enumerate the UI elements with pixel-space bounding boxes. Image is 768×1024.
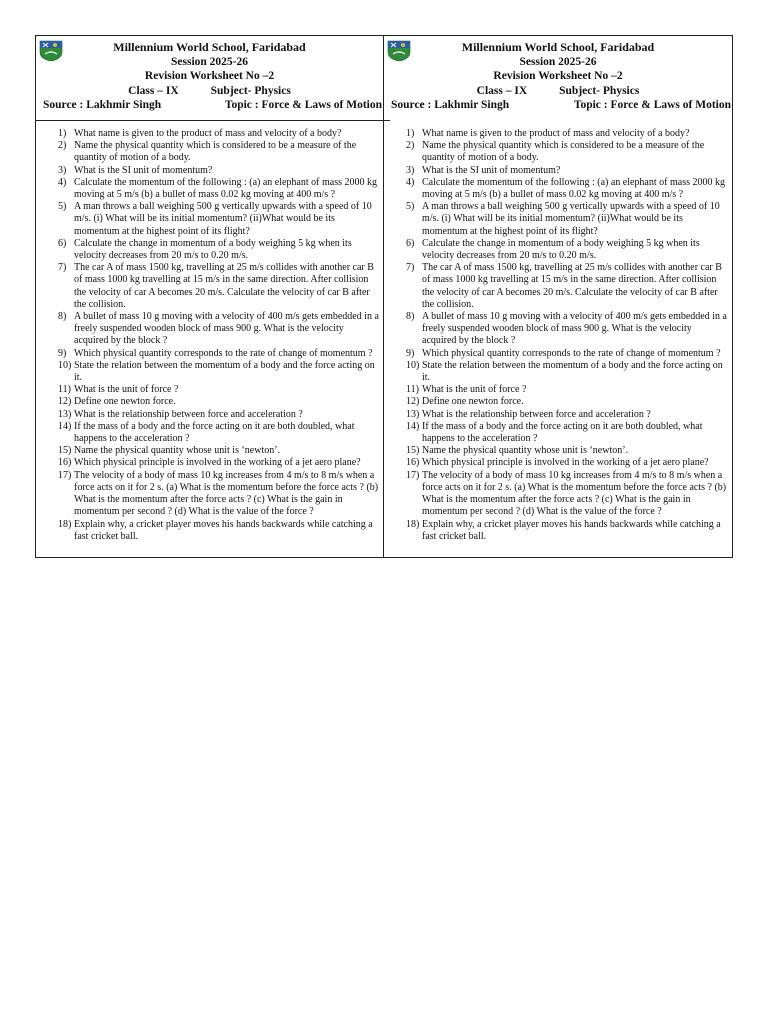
worksheet-copy-right (384, 36, 732, 557)
school-crest-icon (387, 40, 411, 62)
question-item: 12) Define one newton force. (406, 396, 524, 408)
question-item: 12) Define one newton force. (58, 396, 176, 408)
question-item: 7) The car A of mass 1500 kg, travelling at 25 m/s collides with another car B of mass 1000 kg travelling at 15 m/s in the same direction. After collision the velocity of car A becomes 20 m/s. Calculate the velocity of car B after the collision. (406, 262, 722, 310)
topic-label: Topic : Force & Laws of Motion (224, 99, 382, 111)
question-item: 9) Which physical quantity corresponds to the rate of change of momentum ? (58, 347, 373, 359)
question-item: 3) What is the SI unit of momentum? (58, 164, 213, 176)
session-label: Session 2025-26 (171, 55, 248, 68)
question-item: 16) Which physical principle is involved in the working of a jet aero plane? (406, 457, 709, 469)
header-divider (36, 120, 390, 121)
source-label: Source : Lakhmir Singh (43, 99, 162, 111)
session-label: Session 2025-26 (519, 55, 597, 68)
question-item: 5) A man throws a ball weighing 500 g vertically upwards with a speed of 10 m/s. (i) What will be its initial momentum? (ii)What would be its momentum at the highest point of its flight? (58, 201, 372, 237)
question-item: 15) Name the physical quantity whose unit is ‘newton’. (58, 445, 281, 457)
school-crest-icon (39, 40, 63, 62)
question-item: 2) Name the physical quantity which is considered to be a measure of the quantity of motion of a body. (406, 140, 705, 164)
question-item: 13) What is the relationship between force and acceleration ? (58, 408, 303, 420)
question-item: 2) Name the physical quantity which is considered to be a measure of the quantity of motion of a body. (58, 140, 357, 164)
question-item: 4) Calculate the momentum of the following : (a) an elephant of mass 2000 kg moving at 5 m/s (b) a bullet of mass 0.02 kg moving at 400 m/s ? (58, 176, 377, 201)
question-item: 11) What is the unit of force ? (58, 384, 179, 396)
question-list (384, 128, 732, 543)
question-item: 6) Calculate the change in momentum of a body weighing 5 kg when its velocity decreases from 20 m/s to 0.20 m/s. (58, 237, 352, 262)
subject-label: Subject- Physics (559, 84, 640, 97)
question-item: 10) State the relation between the momentum of a body and the force acting on it. (406, 359, 723, 384)
worksheet-title: Revision Worksheet No –2 (144, 70, 275, 82)
question-item: 14) If the mass of a body and the force acting on it are both doubled, what happens to the acceleration ? (406, 420, 703, 445)
question-item: 8) A bullet of mass 10 g moving with a velocity of 400 m/s gets embedded in a freely suspended wooden block of mass 900 g. What is the velocity acquired by the block ? (406, 311, 727, 347)
question-item: 9) Which physical quantity corresponds to the rate of change of momentum ? (406, 347, 721, 359)
question-item: 14) If the mass of a body and the force acting on it are both doubled, what happens to the acceleration ? (58, 420, 355, 445)
question-item: 1) What name is given to the product of mass and velocity of a body? (406, 128, 690, 139)
question-list (36, 128, 383, 543)
topic-label: Topic : Force & Laws of Motion (573, 99, 731, 111)
question-item: 18) Explain why, a cricket player moves his hands backwards while catching a fast cricket ball. (406, 518, 721, 542)
question-item: 18) Explain why, a cricket player moves his hands backwards while catching a fast cricket ball. (58, 518, 373, 542)
class-label: Class – IX (476, 84, 528, 97)
question-item: 6) Calculate the change in momentum of a body weighing 5 kg when its velocity decreases from 20 m/s to 0.20 m/s. (406, 237, 700, 262)
question-item: 3) What is the SI unit of momentum? (406, 164, 561, 176)
question-item: 7) The car A of mass 1500 kg, travelling at 25 m/s collides with another car B of mass 1000 kg travelling at 15 m/s in the same direction. After collision the velocity of car A becomes 20 m/s. Calculate the velocity of car B after the collision. (58, 262, 374, 310)
worksheet-copy-left (36, 36, 384, 557)
worksheet-sheet (35, 35, 733, 558)
worksheet-title: Revision Worksheet No –2 (493, 70, 623, 82)
question-item: 8) A bullet of mass 10 g moving with a velocity of 400 m/s gets embedded in a freely suspended wooden block of mass 900 g. What is the velocity acquired by the block ? (58, 311, 379, 347)
question-item: 17) The velocity of a body of mass 10 kg increases from 4 m/s to 8 m/s when a force acts on it for 2 s. (a) What is the momentum before the force acts ? (b) What is the momentum after the force acts ? (c) What is the gain in momentum per second ? (d) What is the value of the force ? (58, 469, 379, 518)
question-item: 17) The velocity of a body of mass 10 kg increases from 4 m/s to 8 m/s when a force acts on it for 2 s. (a) What is the momentum before the force acts ? (b) What is the momentum after the force acts ? (c) What is the gain in momentum per second ? (d) What is the value of the force ? (406, 469, 727, 518)
school-name: Millennium World School, Faridabad (461, 40, 655, 54)
question-item: 4) Calculate the momentum of the following : (a) an elephant of mass 2000 kg moving at 5 m/s (b) a bullet of mass 0.02 kg moving at 400 m/s ? (406, 176, 725, 201)
question-item: 1) What name is given to the product of mass and velocity of a body? (58, 128, 342, 139)
class-label: Class – IX (128, 84, 179, 97)
question-item: 13) What is the relationship between force and acceleration ? (406, 408, 651, 420)
school-name: Millennium World School, Faridabad (113, 40, 306, 54)
question-item: 10) State the relation between the momentum of a body and the force acting on it. (58, 359, 375, 384)
question-item: 16) Which physical principle is involved in the working of a jet aero plane? (58, 457, 361, 469)
source-label: Source : Lakhmir Singh (391, 99, 510, 111)
worksheet-header (384, 36, 732, 116)
question-item: 15) Name the physical quantity whose unit is ‘newton’. (406, 445, 629, 457)
question-item: 11) What is the unit of force ? (406, 384, 527, 396)
worksheet-header (36, 36, 383, 116)
subject-label: Subject- Physics (210, 84, 291, 97)
question-item: 5) A man throws a ball weighing 500 g vertically upwards with a speed of 10 m/s. (i) What will be its initial momentum? (ii)What would be its momentum at the highest point of its flight? (406, 201, 720, 237)
